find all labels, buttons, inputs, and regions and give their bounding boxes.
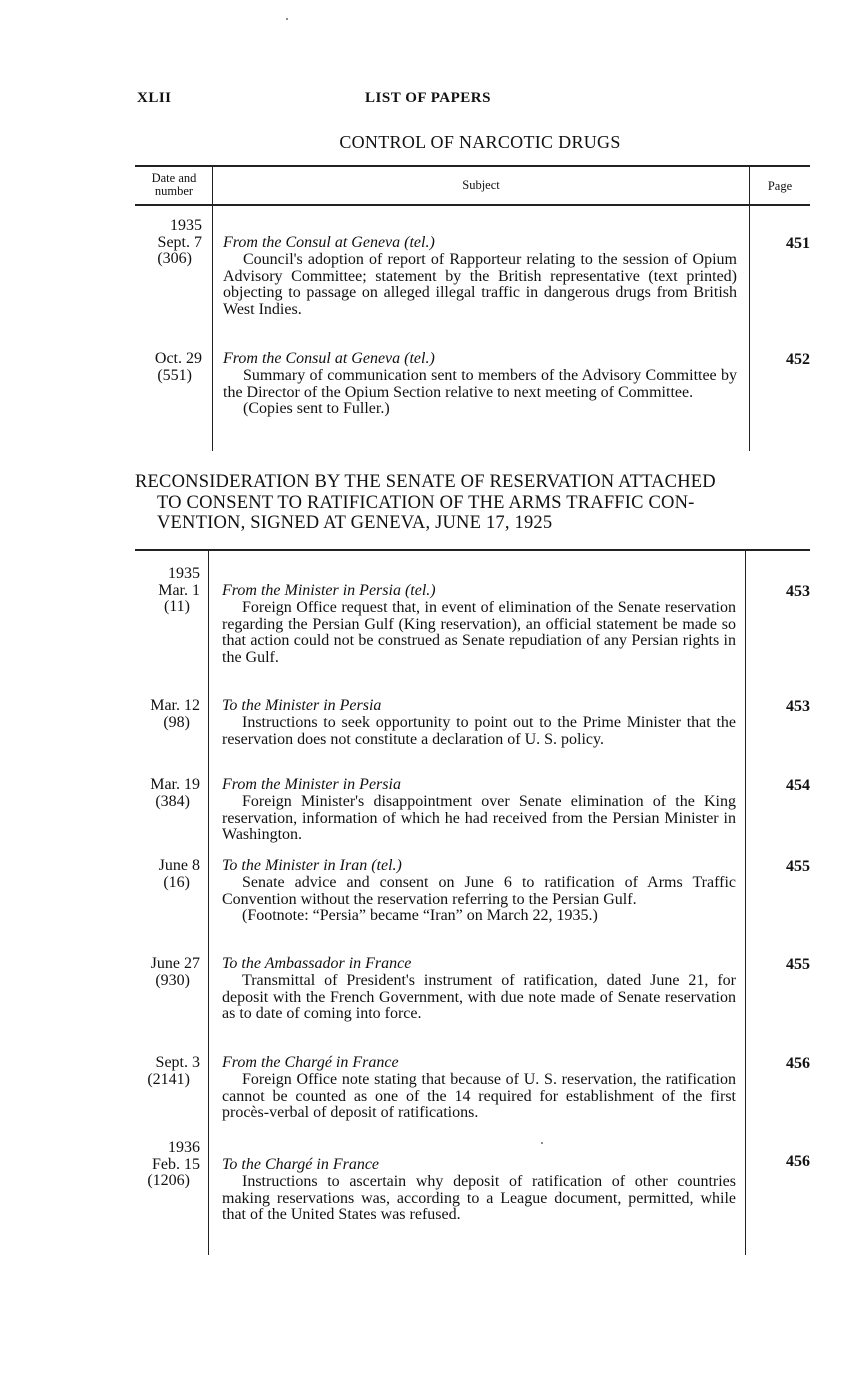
- entry-date-text: Feb. 15: [152, 1155, 200, 1173]
- table2-divider-left: [208, 549, 209, 1255]
- section-title-line: RECONSIDERATION BY THE SENATE OF RESERVATION ATTACHED: [135, 472, 716, 492]
- entry-page: 453: [786, 583, 810, 600]
- table1-divider-right: [749, 165, 750, 451]
- entry-source: From the Minister in Persia (tel.): [222, 582, 436, 599]
- section-title-arms-traffic: [135, 472, 811, 534]
- entry-page: 452: [786, 351, 810, 368]
- entry-date: [118, 698, 200, 731]
- entry-description: Instructions to ascertain why deposit of ratification of other countries making reservations was, according to a League document, permitted, while that of the United States was refused.: [222, 1172, 736, 1224]
- entry-subject: [222, 858, 736, 925]
- entry-date-text: Mar. 19: [150, 776, 200, 793]
- entry-date: [118, 858, 200, 891]
- entry-date: [118, 1055, 200, 1088]
- running-title: LIST OF PAPERS: [365, 90, 491, 106]
- entry-date-text: Mar. 12: [150, 697, 200, 714]
- entry-subject: [222, 698, 736, 748]
- entry-description: Instructions to seek opportunity to point out to the Prime Minister that the reservation does not constitute a declaration of U. S. policy.: [222, 713, 736, 748]
- entry-number: (2141): [147, 1070, 190, 1088]
- year-label: 1935: [168, 565, 200, 582]
- entry-description: Council's adoption of report of Rapporteur relating to the session of Opium Advisory Committee; statement by the British representative (text printed) objecting to passage on alleged illegal traffic in dangerous drugs from British West Indies.: [223, 250, 737, 319]
- year-label: 1935: [170, 217, 202, 234]
- print-speck: [541, 1142, 543, 1144]
- entry-description: Senate advice and consent on June 6 to ratification of Arms Traffic Convention without the reservation referring to the Persian Gulf.: [222, 873, 736, 908]
- entry-date-text: Oct. 29: [154, 350, 202, 367]
- entry-source: From the Consul at Geneva (tel.): [223, 350, 435, 367]
- print-speck: [286, 18, 288, 20]
- page-number: XLII: [137, 90, 172, 106]
- entry-source: From the Minister in Persia: [222, 776, 401, 793]
- entry-subject: [222, 956, 736, 1023]
- entry-number: (11): [163, 598, 190, 615]
- column-header-date-text: Date and number: [151, 171, 197, 198]
- section-title-narcotic-drugs: CONTROL OF NARCOTIC DRUGS: [339, 132, 621, 152]
- entry-date: [118, 566, 200, 616]
- entry-subject: [223, 235, 737, 319]
- entry-subject: [223, 351, 737, 418]
- entry-date: [118, 956, 200, 989]
- table1-header-rule: [135, 204, 810, 206]
- entry-subject: [222, 583, 736, 667]
- entry-date-text: Sept. 3: [155, 1054, 200, 1071]
- table2-top-rule: [135, 549, 810, 551]
- entry-number: (384): [155, 792, 190, 810]
- entry-source: To the Minister in Iran (tel.): [222, 857, 402, 874]
- section-title-line: VENTION, SIGNED AT GENEVA, JUNE 17, 1925: [157, 513, 553, 533]
- entry-subject: [222, 1157, 736, 1224]
- entry-page: 451: [786, 235, 810, 252]
- entry-page: 455: [786, 956, 810, 973]
- entry-number: (98): [163, 713, 190, 731]
- table2-divider-right: [745, 549, 746, 1255]
- entry-source: From the Chargé in France: [222, 1054, 399, 1071]
- entry-page: 453: [786, 698, 810, 715]
- table1-top-rule: [135, 165, 810, 167]
- entry-page: 456: [786, 1055, 810, 1072]
- entry-source: To the Ambassador in France: [222, 955, 412, 972]
- year-label: 1936: [168, 1139, 200, 1156]
- column-header-subject: Subject: [462, 178, 500, 192]
- entry-number: (551): [157, 366, 192, 384]
- entry-source: To the Minister in Persia: [222, 697, 382, 714]
- entry-page: 454: [786, 777, 810, 794]
- table1-divider-left: [212, 165, 213, 451]
- entry-date-text: Sept. 7: [157, 233, 202, 251]
- entry-description: Foreign Office request that, in event of elimination of the Senate reservation regarding the Persian Gulf (King reservation), an official statement be made so that action could not be construed as Senate repudiation of any Persian rights in the Gulf.: [222, 598, 736, 667]
- entry-subject: [222, 1055, 736, 1122]
- entry-date: [120, 218, 202, 268]
- column-header-page: Page: [767, 179, 793, 193]
- column-header-date: [138, 172, 210, 198]
- entry-description: Foreign Office note stating that because of U. S. reservation, the ratification cannot be counted as one of the 14 required for establishment of the first procès-verbal of deposit of ratifications.: [222, 1070, 736, 1122]
- section-title-line: TO CONSENT TO RATIFICATION OF THE ARMS TRAFFIC CON-: [157, 492, 695, 513]
- entry-page: 456: [786, 1153, 810, 1170]
- entry-description: Foreign Minister's disappointment over Senate elimination of the King reservation, information of which he had received from the Persian Minister in Washington.: [222, 792, 736, 844]
- entry-date: [118, 1140, 200, 1190]
- entry-number: (306): [157, 250, 192, 267]
- entry-date: [118, 777, 200, 810]
- entry-source: From the Consul at Geneva (tel.): [223, 234, 435, 251]
- entry-description: Transmittal of President's instrument of ratification, dated June 21, for deposit with the French Government, with due note made of Senate reservation as to date of coming into force.: [222, 971, 736, 1023]
- entry-subject: [222, 777, 736, 844]
- entry-number: (16): [163, 873, 190, 891]
- entry-date-text: June 27: [150, 955, 200, 972]
- entry-page: 455: [786, 858, 810, 875]
- entry-date: [120, 351, 202, 384]
- entry-number: (930): [155, 971, 190, 989]
- entry-note: (Footnote: “Persia” became “Iran” on March 22, 1935.): [242, 907, 598, 925]
- entry-source: To the Chargé in France: [222, 1156, 380, 1173]
- entry-description: Summary of communication sent to members of the Advisory Committee by the Director of the Opium Section relative to next meeting of Committee.: [223, 366, 737, 401]
- entry-note: (Copies sent to Fuller.): [243, 400, 390, 418]
- entry-date-text: June 8: [158, 857, 200, 874]
- entry-date-text: Mar. 1: [158, 581, 200, 599]
- entry-number: (1206): [147, 1172, 190, 1189]
